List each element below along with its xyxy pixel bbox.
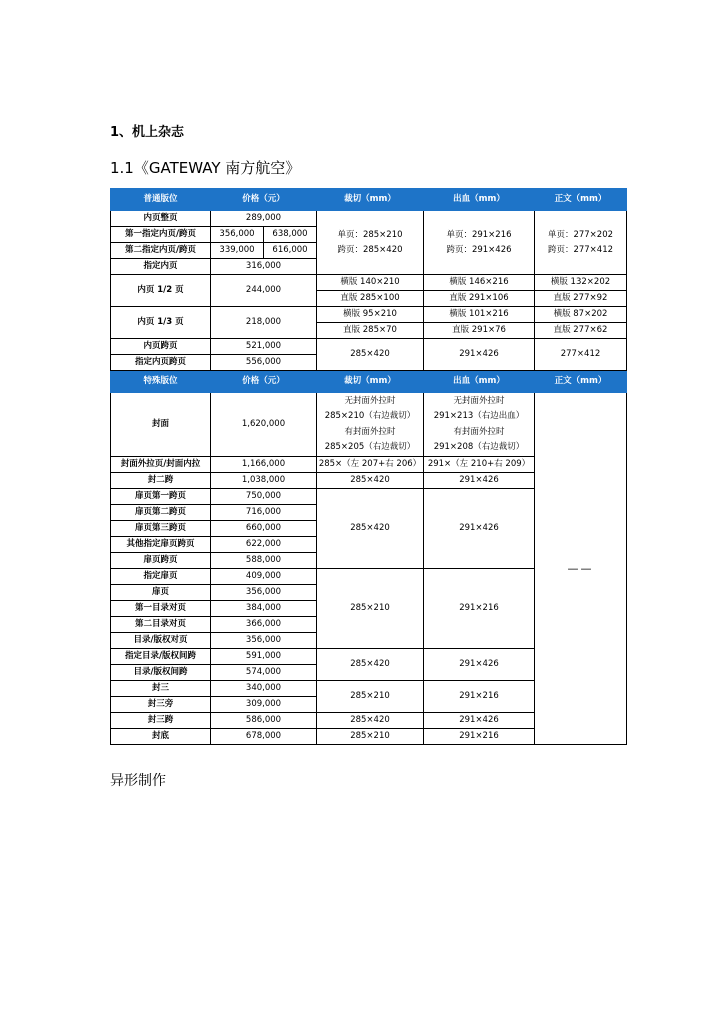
subsection-heading: 1.1《GATEWAY 南方航空》 — [110, 159, 301, 177]
row-price: 622,000 — [211, 537, 317, 553]
row-name: 内页 1/2 页 — [111, 275, 211, 307]
text-area-cell: 横版 132×202 — [535, 275, 627, 291]
bleed-cell — [424, 393, 535, 457]
next-section-label: 异形制作 — [110, 773, 166, 789]
cut-cell: 直版 285×70 — [317, 323, 424, 339]
row-price: 289,000 — [211, 211, 317, 227]
cut-cell: 285×（左 207+右 206） — [317, 457, 424, 473]
cut-cell: 285×420 — [317, 649, 424, 681]
row-name: 封面 — [111, 393, 211, 457]
cut-cell: 285×210 — [317, 681, 424, 713]
bleed-cell: 直版 291×106 — [424, 291, 535, 307]
header-cell: 正文（mm） — [535, 189, 627, 211]
row-price: 678,000 — [211, 729, 317, 745]
row-price: 384,000 — [211, 601, 317, 617]
bleed-cell: 291×426 — [424, 649, 535, 681]
row-name: 扉页第一跨页 — [111, 489, 211, 505]
row-name: 扉页 — [111, 585, 211, 601]
row-price: 556,000 — [211, 355, 317, 371]
bleed-cell: 291×216 — [424, 681, 535, 713]
text-area-cell: 横版 87×202 — [535, 307, 627, 323]
header-cell: 裁切（mm） — [317, 189, 424, 211]
row-name: 封三 — [111, 681, 211, 697]
cut-cell: 285×420 — [317, 339, 424, 371]
bleed-cell: 291×（左 210+右 209） — [424, 457, 535, 473]
header-cell: 裁切（mm） — [317, 371, 424, 393]
cut-cell: 285×210 — [317, 729, 424, 745]
row-name: 封面外拉页/封面内拉 — [111, 457, 211, 473]
bleed-cell: 291×426 — [424, 339, 535, 371]
bleed-cell: 横版 101×216 — [424, 307, 535, 323]
cut-line: 285×205（右边裁切） — [324, 441, 416, 452]
bleed-spread: 跨页：291×426 — [446, 244, 512, 255]
row-name: 内页整页 — [111, 211, 211, 227]
bleed-cell: 291×216 — [424, 569, 535, 649]
row-name: 指定内页跨页 — [111, 355, 211, 371]
cut-cell: 横版 140×210 — [317, 275, 424, 291]
row-price: 409,000 — [211, 569, 317, 585]
row-name: 第二目录对页 — [111, 617, 211, 633]
row-price: 366,000 — [211, 617, 317, 633]
row-price: 716,000 — [211, 505, 317, 521]
row-name: 封二跨 — [111, 473, 211, 489]
row-name: 指定扉页 — [111, 569, 211, 585]
row-price: 660,000 — [211, 521, 317, 537]
header-cell: 价格（元） — [211, 371, 317, 393]
text-area-cell: —— — [535, 393, 627, 745]
row-price: 316,000 — [211, 259, 317, 275]
text-area-cell: 直版 277×62 — [535, 323, 627, 339]
header-cell: 普通版位 — [111, 189, 211, 211]
row-price: 218,000 — [211, 307, 317, 339]
header-cell: 出血（mm） — [424, 189, 535, 211]
header-cell: 正文（mm） — [535, 371, 627, 393]
cut-cell: 285×420 — [317, 713, 424, 729]
cut-spread: 跨页：285×420 — [337, 244, 403, 255]
row-price: 750,000 — [211, 489, 317, 505]
table-row — [111, 275, 627, 291]
row-price: 356,000 — [211, 633, 317, 649]
cut-line: 285×210（右边裁切） — [324, 411, 416, 422]
row-name: 第二指定内页/跨页 — [111, 243, 211, 259]
header-cell: 出血（mm） — [424, 371, 535, 393]
cut-cell: 285×420 — [317, 473, 424, 489]
table-row — [111, 393, 627, 457]
row-name: 扉页跨页 — [111, 553, 211, 569]
row-price: 244,000 — [211, 275, 317, 307]
row-price: 591,000 — [211, 649, 317, 665]
cut-line: 有封面外拉时 — [344, 426, 396, 437]
row-price-spread: 616,000 — [264, 243, 317, 259]
row-price: 309,000 — [211, 697, 317, 713]
row-name: 封底 — [111, 729, 211, 745]
bleed-cell: 291×426 — [424, 489, 535, 569]
cut-cell: 285×210 — [317, 569, 424, 649]
header-cell: 价格（元） — [211, 189, 317, 211]
table-row — [111, 307, 627, 323]
bleed-line: 291×208（右边裁切） — [433, 441, 525, 452]
table-header-row — [111, 371, 627, 393]
table-row — [111, 339, 627, 355]
row-name: 封三旁 — [111, 697, 211, 713]
row-price: 588,000 — [211, 553, 317, 569]
row-name: 扉页第三跨页 — [111, 521, 211, 537]
row-price-single: 356,000 — [211, 227, 264, 243]
row-price: 1,038,000 — [211, 473, 317, 489]
section-heading: 1、机上杂志 — [110, 125, 185, 140]
bleed-cell: 291×426 — [424, 473, 535, 489]
row-name: 第一目录对页 — [111, 601, 211, 617]
header-cell: 特殊版位 — [111, 371, 211, 393]
row-name: 目录/版权对页 — [111, 633, 211, 649]
bleed-single: 单页：291×216 — [446, 229, 512, 240]
bleed-cell — [424, 211, 535, 275]
text-area-cell — [535, 211, 627, 275]
row-price-single: 339,000 — [211, 243, 264, 259]
table-row — [111, 211, 627, 227]
bleed-line: 291×213（右边出血） — [433, 411, 525, 422]
bleed-cell: 直版 291×76 — [424, 323, 535, 339]
row-price: 586,000 — [211, 713, 317, 729]
row-price: 356,000 — [211, 585, 317, 601]
row-name: 内页 1/3 页 — [111, 307, 211, 339]
cut-single: 单页：285×210 — [337, 229, 403, 240]
ad-rate-table — [110, 188, 627, 745]
row-name: 第一指定内页/跨页 — [111, 227, 211, 243]
row-price: 1,620,000 — [211, 393, 317, 457]
row-name: 指定内页 — [111, 259, 211, 275]
row-price: 1,166,000 — [211, 457, 317, 473]
bleed-line: 无封面外拉时 — [453, 395, 505, 406]
bleed-cell: 291×426 — [424, 713, 535, 729]
text-spread: 跨页：277×412 — [547, 244, 614, 255]
cut-cell: 285×420 — [317, 489, 424, 569]
text-area-cell: 直版 277×92 — [535, 291, 627, 307]
row-name: 目录/版权间跨 — [111, 665, 211, 681]
row-price: 521,000 — [211, 339, 317, 355]
text-single: 单页：277×202 — [547, 229, 614, 240]
row-name: 扉页第二跨页 — [111, 505, 211, 521]
cut-cell: 直版 285×100 — [317, 291, 424, 307]
cut-line: 无封面外拉时 — [344, 395, 396, 406]
row-name: 内页跨页 — [111, 339, 211, 355]
bleed-cell: 291×216 — [424, 729, 535, 745]
row-name: 封三跨 — [111, 713, 211, 729]
row-price-spread: 638,000 — [264, 227, 317, 243]
row-name: 其他指定扉页跨页 — [111, 537, 211, 553]
text-area-cell: 277×412 — [535, 339, 627, 371]
bleed-cell: 横版 146×216 — [424, 275, 535, 291]
row-price: 340,000 — [211, 681, 317, 697]
cut-cell — [317, 211, 424, 275]
cut-cell — [317, 393, 424, 457]
row-price: 574,000 — [211, 665, 317, 681]
bleed-line: 有封面外拉时 — [453, 426, 505, 437]
row-name: 指定目录/版权间跨 — [111, 649, 211, 665]
table-header-row — [111, 189, 627, 211]
cut-cell: 横版 95×210 — [317, 307, 424, 323]
